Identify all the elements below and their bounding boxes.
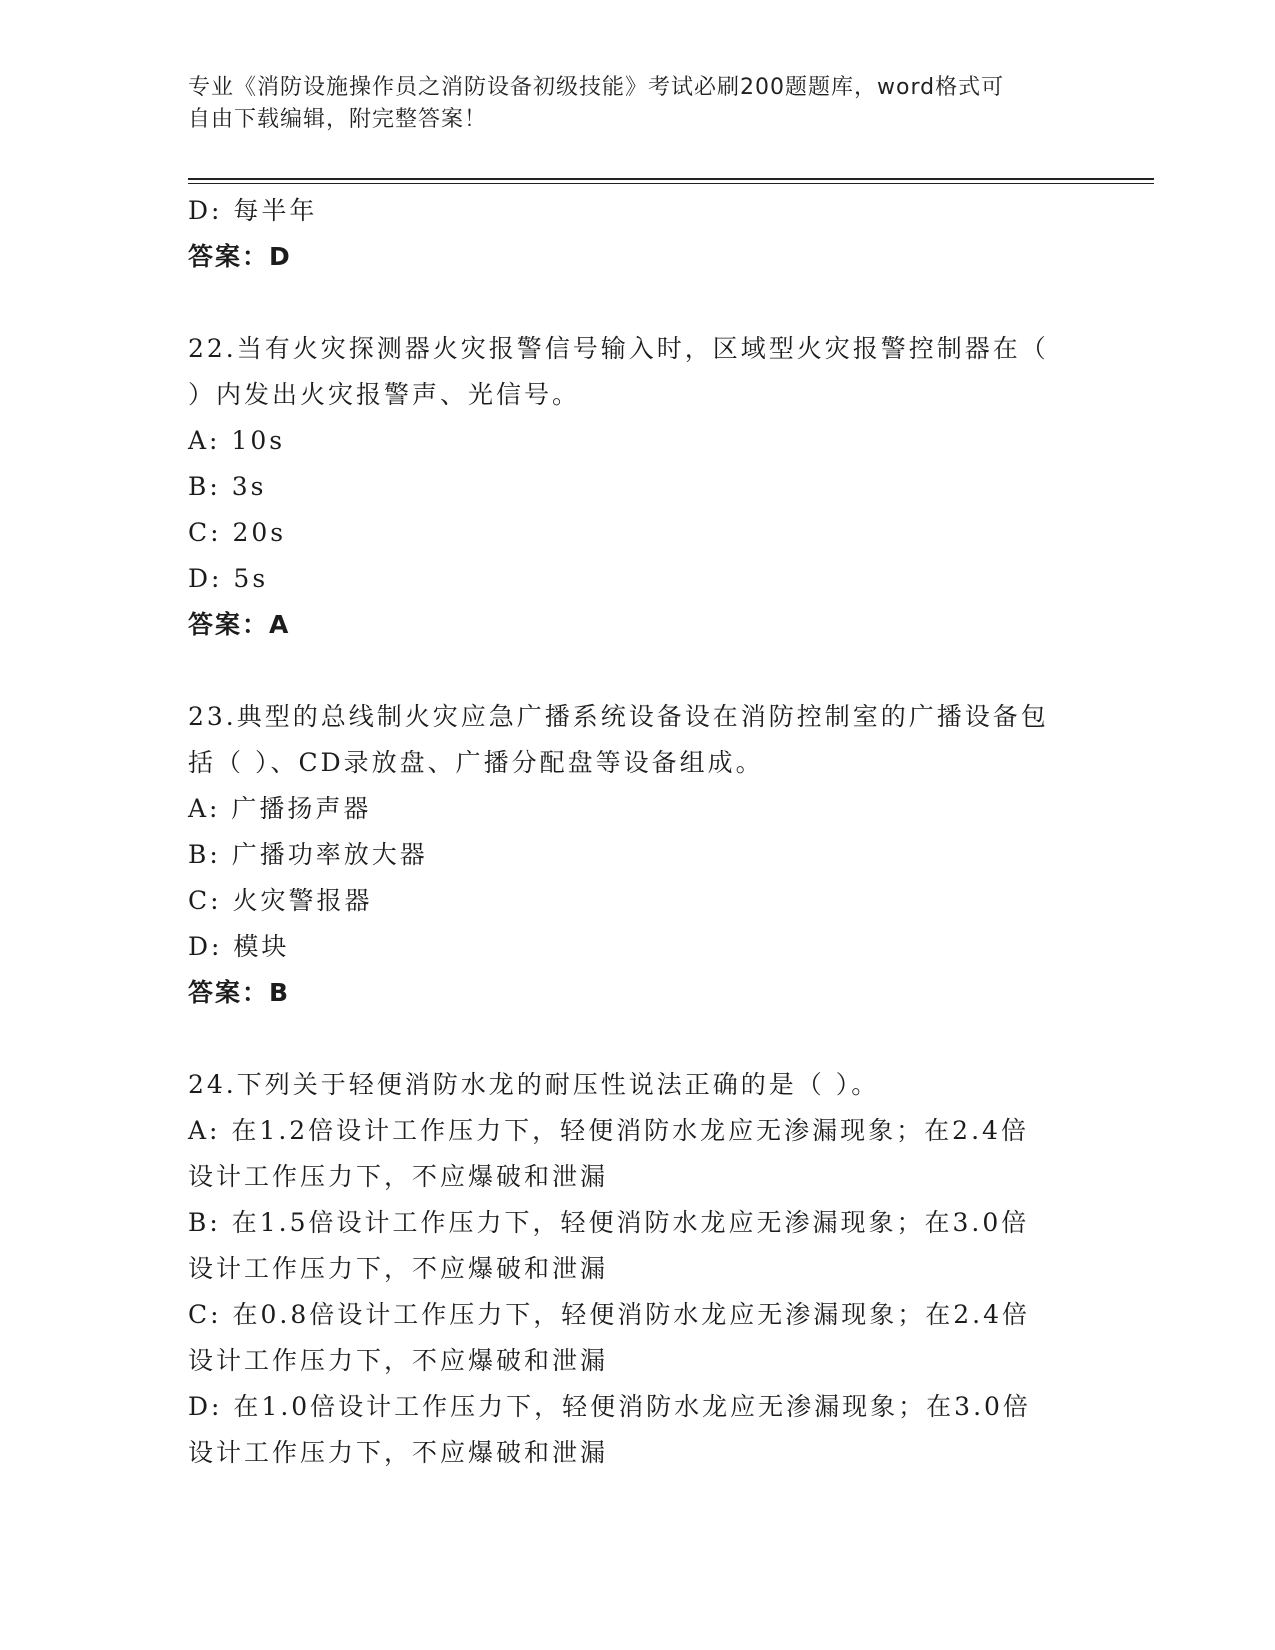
question-24-option-c-line-2: 设计工作压力下，不应爆破和泄漏 [188,1346,609,1375]
question-23-option-a: A: 广播扬声器 [188,794,372,823]
question-23-answer: 答案：B [188,978,291,1007]
question-24-option-d-line-2: 设计工作压力下，不应爆破和泄漏 [188,1438,609,1467]
header-line-1: 专业《消防设施操作员之消防设备初级技能》考试必刷200题题库，word格式可 [188,75,1005,100]
question-content [188,188,1088,1476]
question-22-option-d: D: 5s [188,564,269,593]
question-23-option-b: B: 广播功率放大器 [188,840,428,869]
question-24-option-c-line-1: C: 在0.8倍设计工作压力下，轻便消防水龙应无渗漏现象；在2.4倍 [188,1300,1031,1329]
question-24-option-a-line-1: A: 在1.2倍设计工作压力下，轻便消防水龙应无渗漏现象；在2.4倍 [188,1116,1029,1145]
question-22-option-a: A: 10s [188,426,286,455]
question-22-answer: 答案：A [188,610,291,639]
question-22-text-2: ）内发出火灾报警声、光信号。 [188,380,581,409]
header-rule-thin [188,183,1154,184]
question-23-option-c: C: 火灾警报器 [188,886,373,915]
question-22-text-1: 22.当有火灾探测器火灾报警信号输入时，区域型火灾报警控制器在（ [188,334,1049,363]
spacer [188,648,1088,694]
question-24-option-b-line-2: 设计工作压力下，不应爆破和泄漏 [188,1254,609,1283]
document-header [188,72,1078,136]
spacer [188,280,1088,326]
question-22-option-c: C: 20s [188,518,287,547]
prev-answer: 答案：D [188,242,292,271]
question-23-option-d: D: 模块 [188,932,290,961]
question-24-option-a-line-2: 设计工作压力下，不应爆破和泄漏 [188,1162,609,1191]
question-23-text-1: 23.典型的总线制火灾应急广播系统设备设在消防控制室的广播设备包 [188,702,1049,731]
header-line-2: 自由下载编辑，附完整答案！ [188,107,488,132]
prev-option-d: D: 每半年 [188,196,318,225]
question-24-text-1: 24.下列关于轻便消防水龙的耐压性说法正确的是（ ）。 [188,1070,880,1099]
question-24 [188,1062,1088,1476]
question-23 [188,694,1088,1016]
question-23-text-2: 括（ ）、CD录放盘、广播分配盘等设备组成。 [188,748,764,777]
question-22-option-b: B: 3s [188,472,267,501]
question-22 [188,326,1088,648]
question-24-option-d-line-1: D: 在1.0倍设计工作压力下，轻便消防水龙应无渗漏现象；在3.0倍 [188,1392,1031,1421]
spacer [188,1016,1088,1062]
header-rule-thick [188,178,1154,180]
question-24-option-b-line-1: B: 在1.5倍设计工作压力下，轻便消防水龙应无渗漏现象；在3.0倍 [188,1208,1030,1237]
